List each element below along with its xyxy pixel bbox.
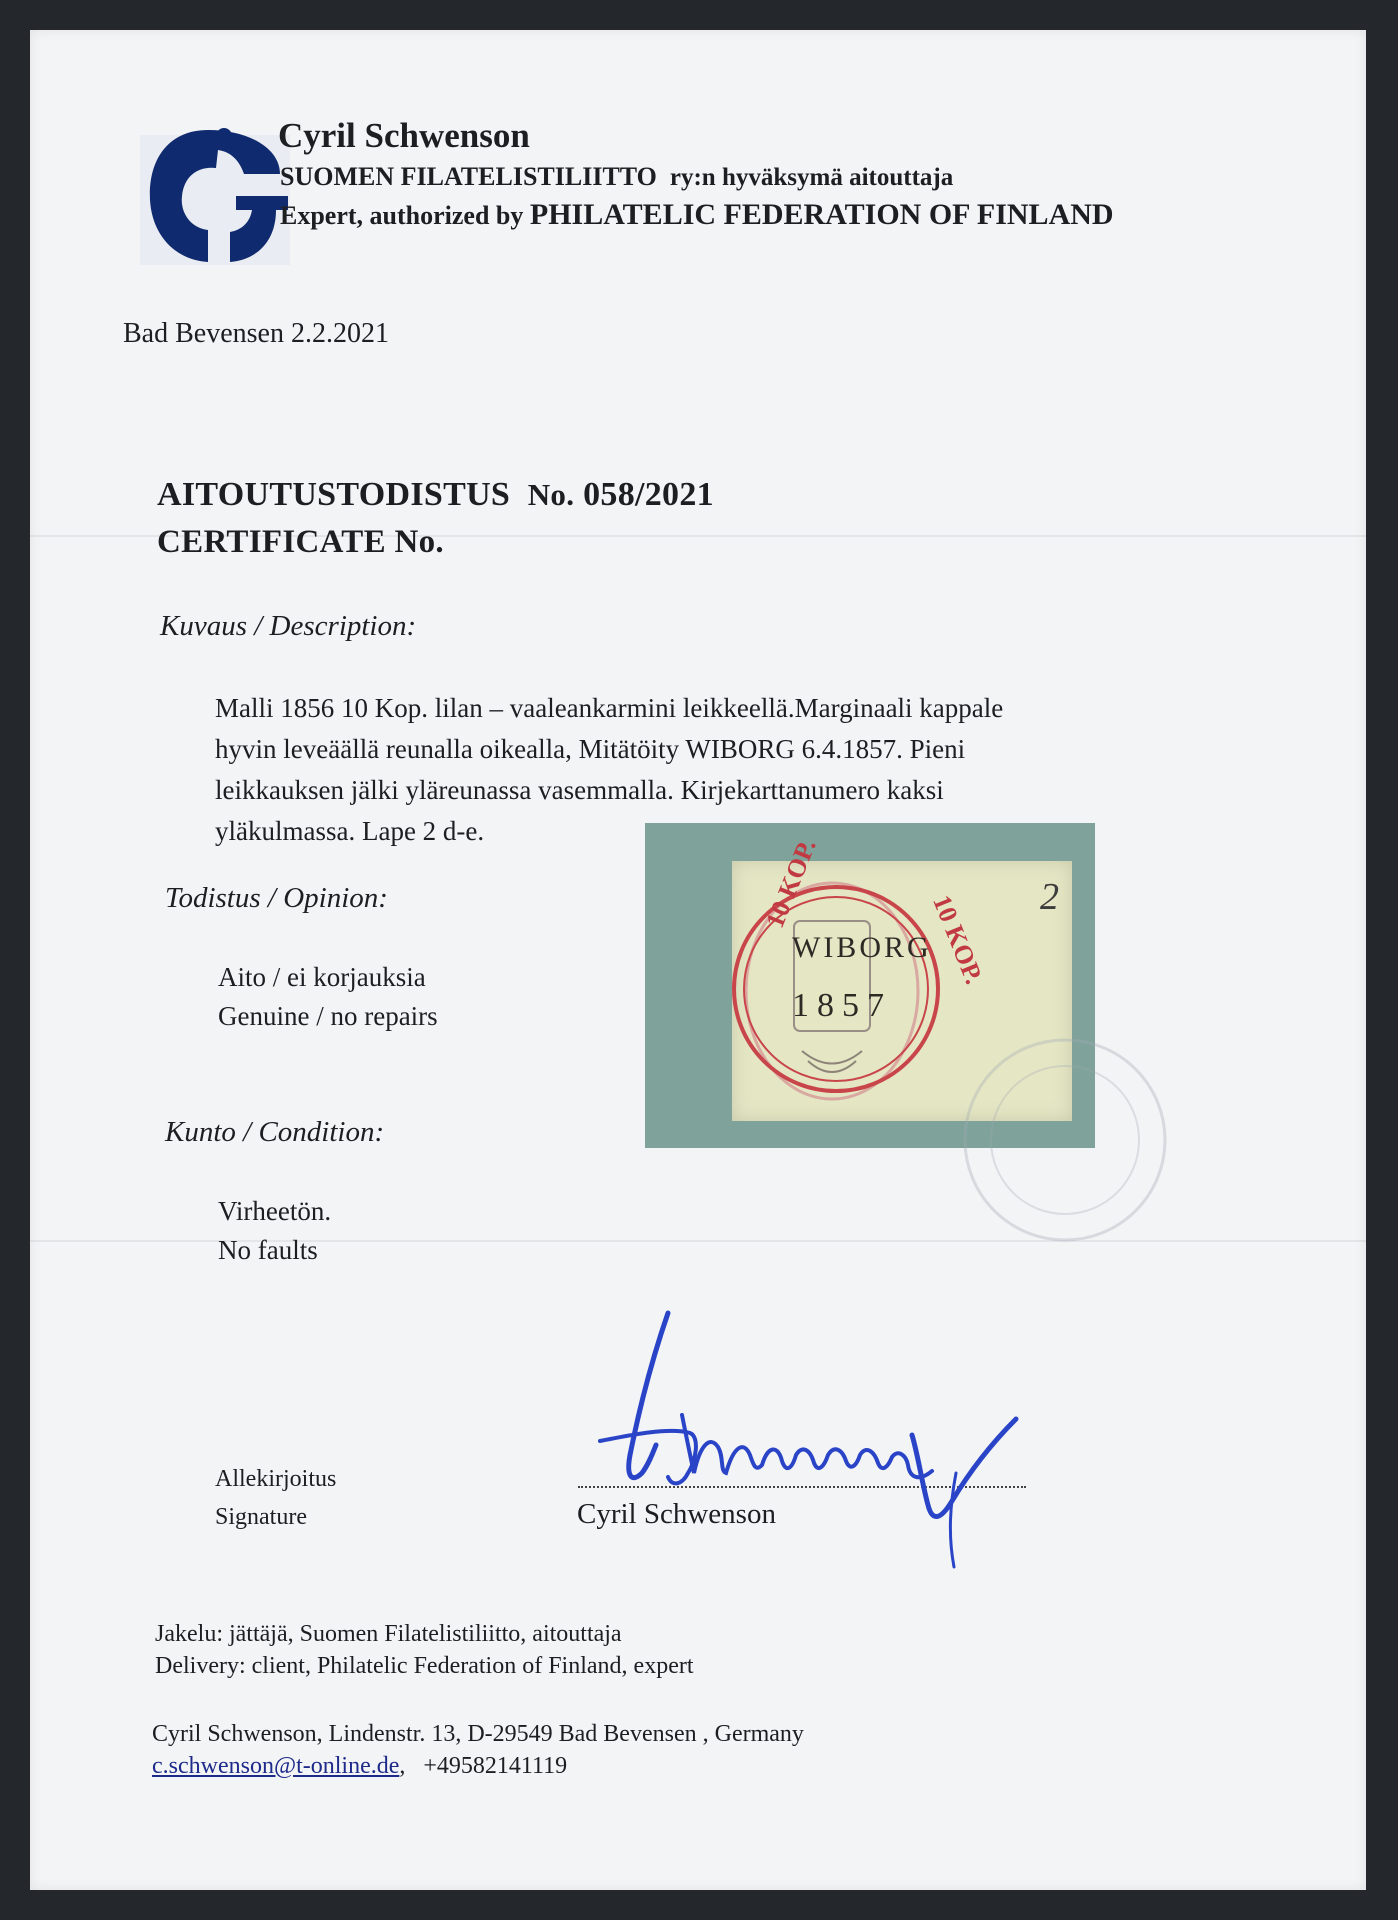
stamp-value-text-right: 10 KOP. xyxy=(927,891,989,989)
opinion-line-fi: Aito / ei korjauksia xyxy=(218,962,426,992)
postmark-year: 1857 xyxy=(792,987,892,1024)
expert-name: Cyril Schwenson xyxy=(278,116,530,155)
certificate-label-fi: AITOUTUSTODISTUS xyxy=(157,476,511,513)
authorization-prefix: Expert, authorized by xyxy=(280,201,524,230)
contact-separator: , xyxy=(399,1753,406,1779)
place-date: Bad Bevensen 2.2.2021 xyxy=(123,318,389,349)
distribution-text xyxy=(155,1618,694,1682)
stamp-value-text-left: 10 KOP. xyxy=(760,834,822,932)
condition-line-en: No faults xyxy=(218,1235,318,1265)
federation-suffix-fi: ry:n hyväksymä aitouttaja xyxy=(669,164,954,191)
description-line: Malli 1856 10 Kop. lilan – vaaleankarmini leikkeellä.Marginaali kappale xyxy=(215,693,1004,723)
handwritten-signature xyxy=(560,1295,1060,1585)
certificate-no-label: No. xyxy=(527,477,575,512)
postmark-town: WIBORG xyxy=(792,931,932,964)
description-heading: Kuvaus / Description: xyxy=(160,610,417,642)
opinion-text xyxy=(218,957,438,1037)
federation-logo xyxy=(120,100,300,280)
description-line: hyvin leveäällä reunalla oikealla, Mitätöity WIBORG 6.4.1857. Pieni xyxy=(215,734,966,764)
certificate-number: 058/2021 xyxy=(583,476,714,513)
description-line: yläkulmassa. Lape 2 d-e. xyxy=(215,816,485,846)
contact-line xyxy=(152,1750,804,1782)
pencil-mark: 2 xyxy=(1040,876,1059,918)
federation-line xyxy=(280,162,953,192)
certificate-title-en: CERTIFICATE No. xyxy=(157,524,444,560)
signature-label-en: Signature xyxy=(215,1504,307,1530)
expert-seal-emboss xyxy=(945,1020,1185,1260)
condition-line-fi: Virheetön. xyxy=(218,1196,332,1226)
federation-org-fi: SUOMEN FILATELISTILIITTO xyxy=(280,162,657,191)
condition-heading: Kunto / Condition: xyxy=(165,1116,385,1148)
authorization-line xyxy=(280,198,1114,232)
contact-email-link[interactable]: c.schwenson@t-online.de xyxy=(152,1753,400,1779)
description-line: leikkauksen jälki yläreunassa vasemmalla. Kirjekarttanumero kaksi xyxy=(215,775,944,805)
certificate-title-fi xyxy=(157,476,714,514)
opinion-heading: Todistus / Opinion: xyxy=(165,882,388,914)
contact-phone: +49582141119 xyxy=(423,1753,568,1779)
signature-label-fi: Allekirjoitus xyxy=(215,1466,337,1492)
distribution-line-fi: Jakelu: jättäjä, Suomen Filatelistiliitto, aitouttaja xyxy=(155,1621,622,1647)
distribution-line-en: Delivery: client, Philatelic Federation of Finland, expert xyxy=(155,1653,694,1679)
federation-org-en: PHILATELIC FEDERATION OF FINLAND xyxy=(529,198,1114,231)
condition-text xyxy=(218,1191,331,1271)
contact-address: Cyril Schwenson, Lindenstr. 13, D-29549 Bad Bevensen , Germany xyxy=(152,1721,804,1747)
contact-block xyxy=(152,1718,804,1782)
opinion-line-en: Genuine / no repairs xyxy=(218,1001,438,1031)
signature-name: Cyril Schwenson xyxy=(577,1498,776,1530)
